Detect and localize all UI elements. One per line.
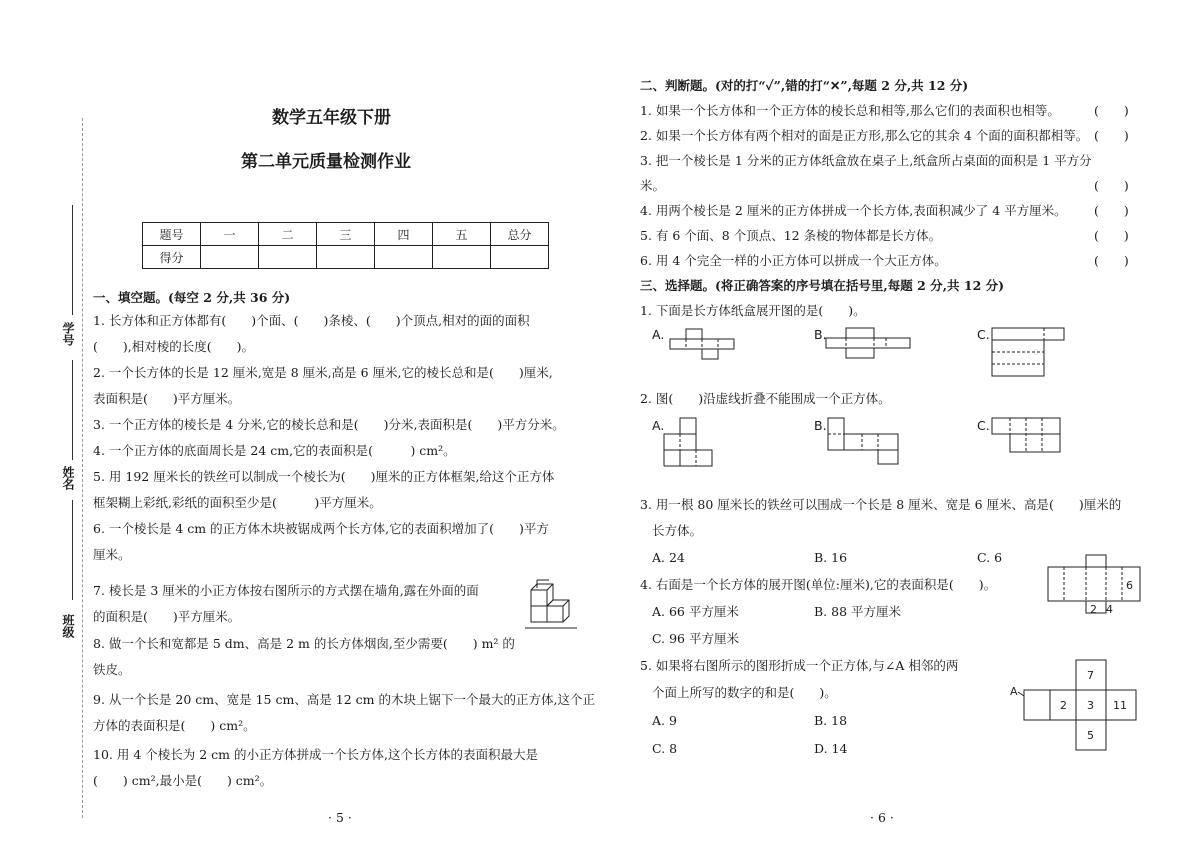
answer-option[interactable]: C. 96 平方厘米 bbox=[652, 631, 739, 646]
choice-question: 5. 如果将右图所示的图形折成一个正方体,与∠A 相邻的两 bbox=[640, 658, 959, 673]
page-number-left: · 5 · bbox=[328, 810, 352, 825]
net-option-a bbox=[662, 326, 742, 366]
question-line: 厘米。 bbox=[93, 547, 131, 562]
dim-length: 4 bbox=[1106, 603, 1113, 616]
section-heading-choice: 三、选择题。(将正确答案的序号填在括号里,每题 2 分,共 12 分) bbox=[640, 278, 1005, 293]
judge-item: 米。 bbox=[640, 178, 666, 193]
net-option-b bbox=[826, 326, 916, 366]
margin-rule bbox=[82, 118, 84, 818]
answer-option[interactable]: C. 6 bbox=[977, 550, 1003, 565]
net-option-c bbox=[992, 326, 1072, 382]
option-letter: C. bbox=[977, 327, 990, 342]
dim-height: 6 bbox=[1126, 579, 1133, 592]
question-line: 1. 长方体和正方体都有( )个面、( )条棱、( )个顶点,相对的面的面积 bbox=[93, 313, 530, 328]
angle-a-label: A bbox=[1010, 685, 1018, 698]
score-cell: 二 bbox=[259, 223, 317, 246]
name-label: 姓名 bbox=[61, 466, 75, 490]
score-table bbox=[142, 222, 549, 269]
answer-paren[interactable]: ( ) bbox=[1094, 203, 1129, 218]
section-heading-judge: 二、判断题。(对的打“✓”,错的打“✕”,每题 2 分,共 12 分) bbox=[640, 78, 969, 93]
option-letter: A. bbox=[652, 327, 665, 342]
student-no-line bbox=[72, 205, 73, 315]
option-letter: B. bbox=[814, 418, 827, 433]
cube-net-a bbox=[664, 416, 714, 478]
page-number-right: · 6 · bbox=[870, 810, 894, 825]
judge-item: 1. 如果一个长方体和一个正方体的棱长总和相等,那么它们的表面积也相等。 bbox=[640, 103, 1060, 118]
answer-option[interactable]: B. 16 bbox=[814, 550, 848, 565]
face-number: 7 bbox=[1087, 669, 1094, 682]
choice-question: 3. 用一根 80 厘米长的铁丝可以围成一个长是 8 厘米、宽是 6 厘米、高是( )厘米的 bbox=[640, 497, 1122, 512]
score-input-cell[interactable] bbox=[317, 246, 375, 269]
question-line: 10. 用 4 个棱长为 2 cm 的小正方体拼成一个长方体,这个长方体的表面积最大是 bbox=[93, 747, 538, 762]
cube-net-b bbox=[826, 416, 902, 466]
option-letter: C. bbox=[977, 418, 990, 433]
answer-option[interactable]: B. 18 bbox=[814, 713, 848, 728]
numbered-cube-net bbox=[1006, 658, 1138, 756]
option-letter: A. bbox=[652, 418, 665, 433]
question-line: 铁皮。 bbox=[93, 662, 131, 677]
choice-question: 2. 图( )沿虚线折叠不能围成一个正方体。 bbox=[640, 391, 891, 406]
option-letter: B. bbox=[814, 327, 827, 342]
answer-option[interactable]: B. 88 平方厘米 bbox=[814, 604, 902, 619]
question-line: 2. 一个长方体的长是 12 厘米,宽是 8 厘米,高是 6 厘米,它的棱长总和是( )厘米, bbox=[93, 365, 553, 380]
answer-option[interactable]: C. 8 bbox=[652, 741, 678, 756]
question-line: 5. 用 192 厘米长的铁丝可以制成一个棱长为( )厘米的正方体框架,给这个正方体 bbox=[93, 469, 555, 484]
score-input-cell[interactable] bbox=[259, 246, 317, 269]
judge-item: 2. 如果一个长方体有两个相对的面是正方形,那么它的其余 4 个面的面积都相等。 bbox=[640, 128, 1089, 143]
score-cell: 题号 bbox=[143, 223, 201, 246]
page-title: 数学五年级下册 bbox=[272, 108, 391, 128]
face-number: 5 bbox=[1087, 729, 1094, 742]
answer-paren[interactable]: ( ) bbox=[1094, 128, 1129, 143]
question-line: 框架糊上彩纸,彩纸的面积至少是( )平方厘米。 bbox=[93, 495, 382, 510]
question-line: 方体的表面积是( ) cm²。 bbox=[93, 718, 256, 733]
cube-net-c bbox=[990, 416, 1070, 460]
cuboid-net-figure bbox=[1044, 549, 1144, 623]
question-line: 4. 一个正方体的底面周长是 24 cm,它的表面积是( ) cm²。 bbox=[93, 443, 456, 458]
page-subtitle: 第二单元质量检测作业 bbox=[241, 152, 411, 172]
score-input-cell[interactable] bbox=[375, 246, 433, 269]
question-line: 的面积是( )平方厘米。 bbox=[93, 609, 241, 624]
question-line: 9. 从一个长是 20 cm、宽是 15 cm、高是 12 cm 的木块上锯下一个最大的正方体,这个正 bbox=[93, 692, 595, 707]
choice-question: 4. 右面是一个长方体的展开图(单位:厘米),它的表面积是( )。 bbox=[640, 577, 997, 592]
answer-paren[interactable]: ( ) bbox=[1094, 178, 1129, 193]
dim-width: 2 bbox=[1090, 603, 1097, 616]
student-no-label: 学号 bbox=[61, 322, 75, 346]
corner-cubes-figure bbox=[525, 578, 585, 640]
face-number: 3 bbox=[1087, 699, 1094, 712]
question-line: 3. 一个正方体的棱长是 4 分米,它的棱长总和是( )分米,表面积是( )平方分米。 bbox=[93, 417, 565, 432]
question-line: 7. 棱长是 3 厘米的小正方体按右图所示的方式摆在墙角,露在外面的面 bbox=[93, 583, 479, 598]
judge-item: 6. 用 4 个完全一样的小正方体可以拼成一个大正方体。 bbox=[640, 253, 947, 268]
answer-paren[interactable]: ( ) bbox=[1094, 103, 1129, 118]
score-cell: 总分 bbox=[491, 223, 549, 246]
section-heading-fill-blank: 一、填空题。(每空 2 分,共 36 分) bbox=[93, 290, 291, 305]
judge-item: 3. 把一个棱长是 1 分米的正方体纸盒放在桌子上,纸盒所占桌面的面积是 1 平方分 bbox=[640, 153, 1092, 168]
question-line: ( ) cm²,最小是( ) cm²。 bbox=[93, 773, 273, 788]
score-cell: 三 bbox=[317, 223, 375, 246]
score-cell: 一 bbox=[201, 223, 259, 246]
class-label: 班级 bbox=[61, 614, 75, 638]
score-cell: 四 bbox=[375, 223, 433, 246]
answer-option[interactable]: A. 9 bbox=[652, 713, 677, 728]
name-line-top bbox=[72, 360, 73, 460]
score-table-score-row bbox=[143, 246, 549, 269]
answer-option[interactable]: A. 66 平方厘米 bbox=[652, 604, 739, 619]
choice-question: 长方体。 bbox=[652, 523, 703, 538]
score-input-cell[interactable] bbox=[491, 246, 549, 269]
question-line: 6. 一个棱长是 4 cm 的正方体木块被锯成两个长方体,它的表面积增加了( )平方 bbox=[93, 521, 549, 536]
answer-paren[interactable]: ( ) bbox=[1094, 253, 1129, 268]
choice-question: 个面上所写的数字的和是( )。 bbox=[652, 685, 837, 700]
score-row-label: 得分 bbox=[143, 246, 201, 269]
answer-paren[interactable]: ( ) bbox=[1094, 228, 1129, 243]
class-line bbox=[72, 500, 73, 600]
score-input-cell[interactable] bbox=[433, 246, 491, 269]
score-table-header-row bbox=[143, 223, 549, 246]
question-line: 表面积是( )平方厘米。 bbox=[93, 391, 241, 406]
question-line: ( ),相对棱的长度( )。 bbox=[93, 339, 254, 354]
answer-option[interactable]: D. 14 bbox=[814, 741, 848, 756]
face-number: 2 bbox=[1060, 699, 1067, 712]
question-line: 8. 做一个长和宽都是 5 dm、高是 2 m 的长方体烟囱,至少需要( ) m² 的 bbox=[93, 636, 515, 651]
face-number: 11 bbox=[1113, 699, 1127, 712]
judge-item: 5. 有 6 个面、8 个顶点、12 条棱的物体都是长方体。 bbox=[640, 228, 942, 243]
answer-option[interactable]: A. 24 bbox=[652, 550, 685, 565]
score-cell: 五 bbox=[433, 223, 491, 246]
judge-item: 4. 用两个棱长是 2 厘米的正方体拼成一个长方体,表面积减少了 4 平方厘米。 bbox=[640, 203, 1067, 218]
choice-question: 1. 下面是长方体纸盒展开图的是( )。 bbox=[640, 303, 866, 318]
score-input-cell[interactable] bbox=[201, 246, 259, 269]
